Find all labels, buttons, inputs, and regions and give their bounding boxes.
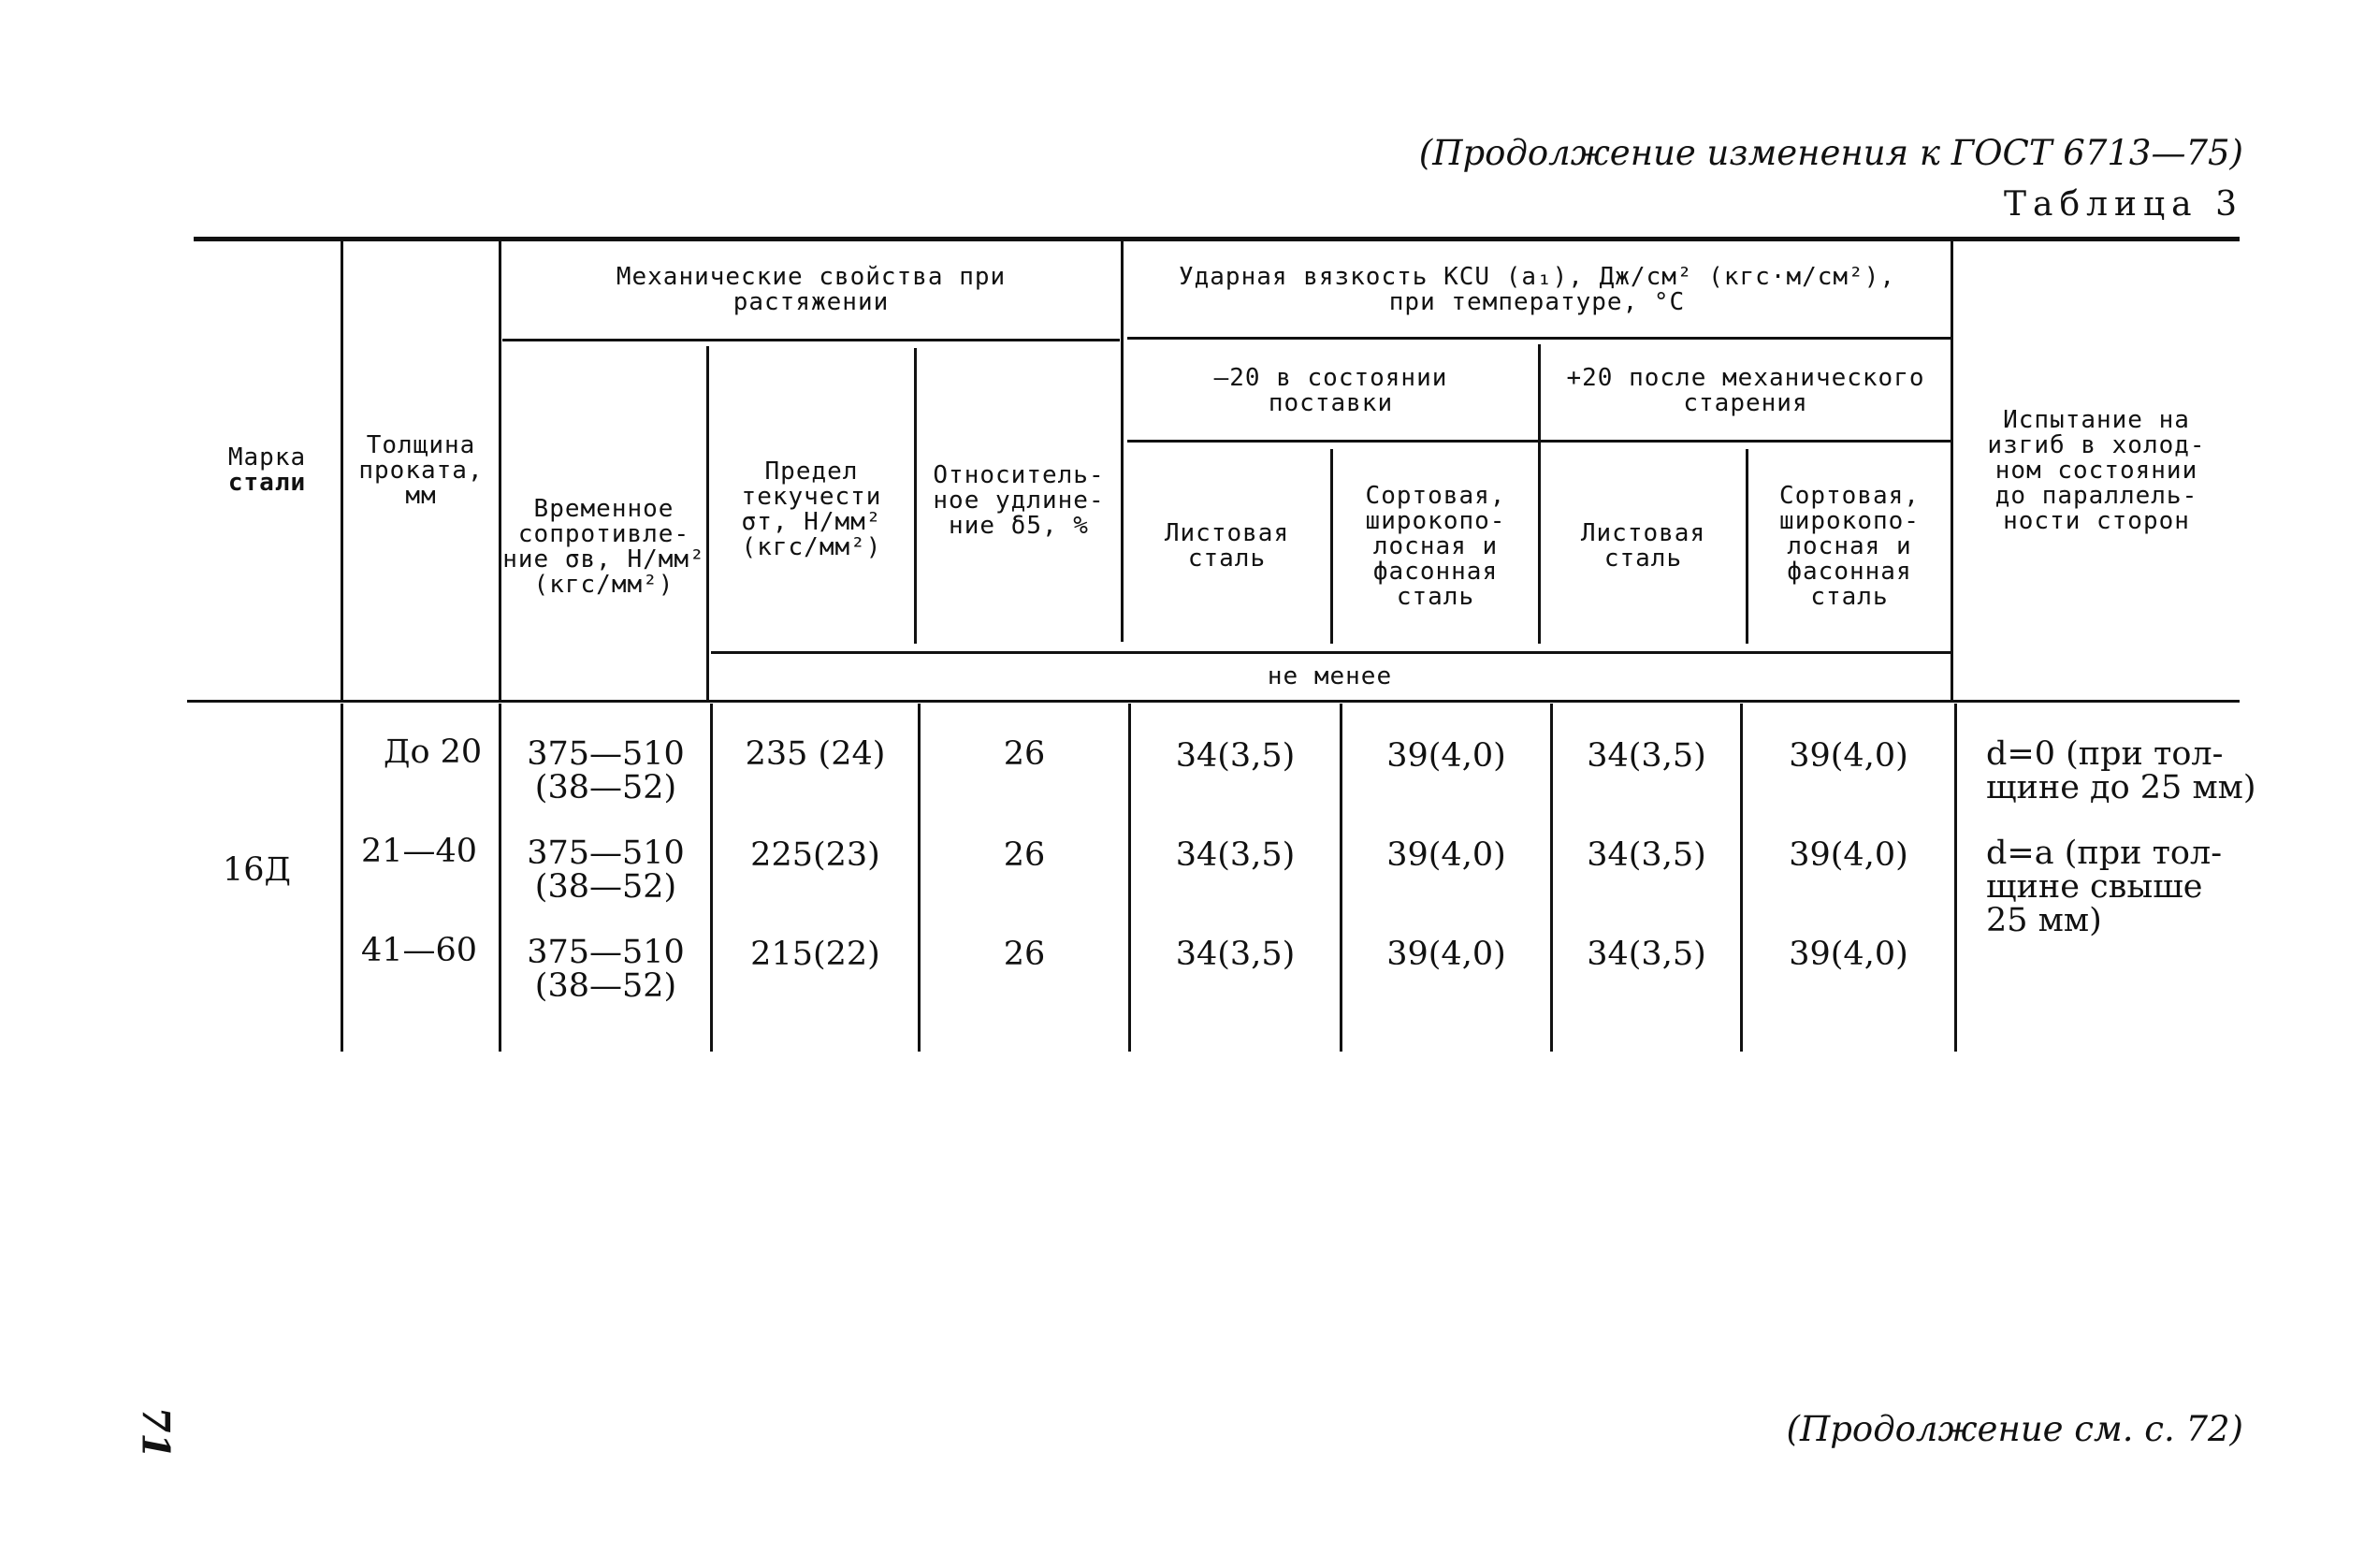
row2-bend: d=a (при тол- щине свыше 25 мм) <box>1986 835 2223 939</box>
header-grade: Марка стали <box>227 443 307 497</box>
header-yield: Предел текучести σт, Н/мм² (кгс/мм²) <box>741 457 882 561</box>
row1-elongation: 26 <box>1003 735 1046 773</box>
header-bend-test: Испытание на изгиб в холод- ном состоянии до параллель- ности сторон <box>1987 405 2206 535</box>
body-rule-1 <box>341 704 343 1052</box>
row1-kcu-m20-sheet: 34(3,5) <box>1175 737 1296 775</box>
grade-value: 16Д <box>223 851 291 889</box>
row1-kcu-p20-sheet: 34(3,5) <box>1587 737 1706 775</box>
row2-tensile: 375—510 (38—52) <box>527 835 685 906</box>
header-mech-group: Механические свойства при растяжении <box>616 263 1007 316</box>
row1-kcu-p20-section: 39(4,0) <box>1789 737 1908 775</box>
row1-tensile: 375—510 (38—52) <box>527 735 685 806</box>
body-rule-9 <box>1954 704 1957 1052</box>
row1-yield: 235 (24) <box>745 735 886 773</box>
header-m20-sheet: Листовая сталь <box>1164 519 1290 573</box>
row3-kcu-m20-sheet: 34(3,5) <box>1175 936 1296 973</box>
row3-kcu-p20-sheet: 34(3,5) <box>1587 936 1706 973</box>
row2-kcu-p20-sheet: 34(3,5) <box>1587 836 1706 874</box>
continuation-note: (Продолжение изменения к ГОСТ 6713—75) <box>1418 133 2243 173</box>
row1-bend: d=0 (при тол- щине до 25 мм) <box>1986 735 2256 806</box>
header-impact-minus20: —20 в состоянии поставки <box>1213 363 1448 417</box>
row2-kcu-p20-section: 39(4,0) <box>1789 836 1908 874</box>
header-impact-plus20: +20 после механического старения <box>1566 363 1925 417</box>
row3-thickness: 41—60 <box>361 932 478 969</box>
page-number: 71 <box>133 1406 178 1459</box>
row3-kcu-p20-section: 39(4,0) <box>1789 936 1908 973</box>
row3-yield: 215(22) <box>750 936 880 973</box>
row2-thickness: 21—40 <box>361 833 478 870</box>
header-m20-section: Сортовая, широкопо- лосная и фасонная сталь <box>1365 481 1506 611</box>
row1-kcu-m20-section: 39(4,0) <box>1386 737 1506 775</box>
row2-elongation: 26 <box>1003 836 1046 874</box>
row3-kcu-m20-section: 39(4,0) <box>1386 936 1506 973</box>
mech-group-rule <box>502 339 1120 341</box>
header-tensile: Временное сопротивле- ние σв, Н/мм² (кгс/мм²) <box>502 495 705 599</box>
header-thickness: Толщина проката, мм <box>358 430 484 510</box>
header-bottom-rule <box>187 700 2240 703</box>
header-p20-section: Сортовая, широкопо- лосная и фасонная сталь <box>1779 481 1920 611</box>
row2-kcu-m20-section: 39(4,0) <box>1386 836 1506 874</box>
row2-yield: 225(23) <box>750 836 880 874</box>
header-p20-sheet: Листовая сталь <box>1580 519 1706 573</box>
header-not-less: не менее <box>1267 662 1393 690</box>
header-impact-group: Ударная вязкость KCU (a₁), Дж/см² (кгс·м/см²), при температуре, °С <box>1178 263 1896 316</box>
row1-thickness: До 20 <box>384 733 483 771</box>
row2-kcu-m20-sheet: 34(3,5) <box>1175 836 1296 874</box>
table-title: Таблица 3 <box>2004 185 2243 224</box>
header-elongation: Относитель- ное удлине- ние δ5, % <box>933 460 1105 540</box>
continuation-footer: (Продолжение см. с. 72) <box>1786 1409 2243 1449</box>
impact-group-rule <box>1127 337 1951 340</box>
row3-tensile: 375—510 (38—52) <box>527 934 685 1005</box>
row3-elongation: 26 <box>1003 936 1046 973</box>
